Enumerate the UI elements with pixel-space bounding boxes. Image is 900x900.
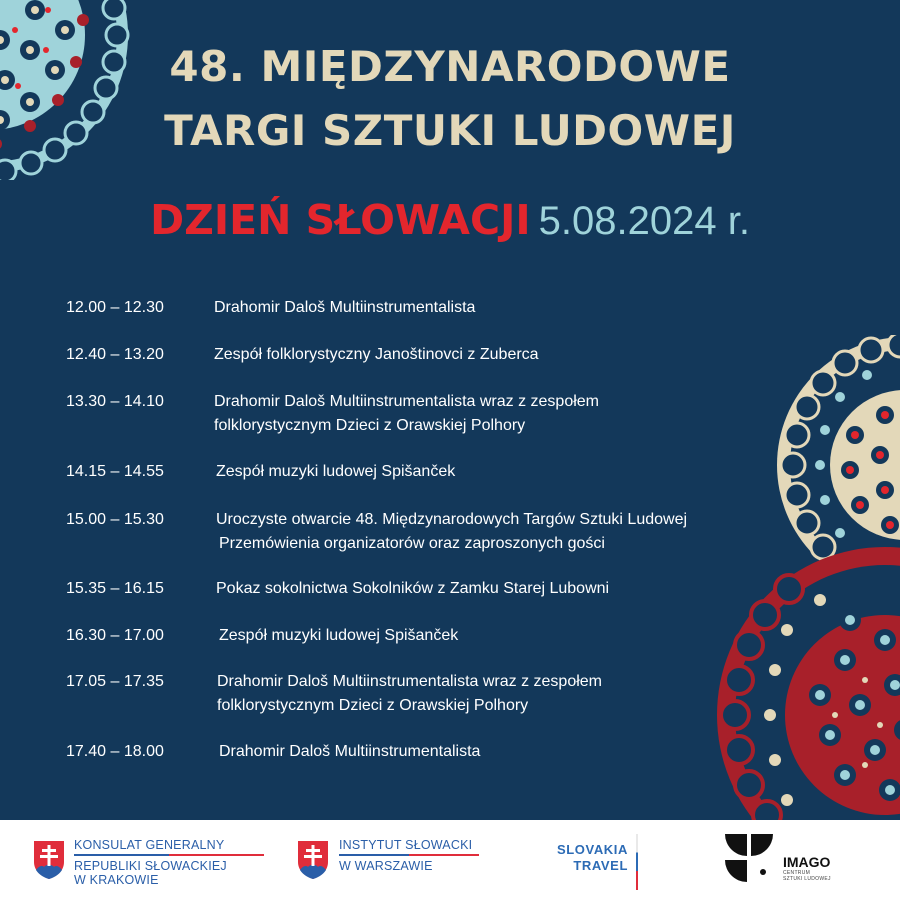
schedule-description: Drahomir Daloš Multiinstrumentalista wraz z zespołem bbox=[217, 673, 603, 690]
schedule-time: 13.30 – 14.10 bbox=[66, 393, 164, 410]
schedule-description: Uroczyste otwarcie 48. Międzynarodowych Targów Sztuki Ludowej bbox=[216, 511, 688, 528]
day-label: DZIEŃ SŁOWACJI bbox=[150, 196, 531, 244]
konsulat-divider bbox=[74, 854, 264, 856]
event-date: 5.08.2024 r. bbox=[538, 199, 750, 243]
event-subtitle bbox=[0, 196, 900, 244]
instytut-divider bbox=[339, 854, 479, 856]
event-title-line2: TARGI SZTUKI LUDOWEJ bbox=[164, 106, 736, 155]
schedule-description: Drahomir Daloš Multiinstrumentalista bbox=[214, 299, 476, 316]
slovakia-travel-line1: SLOVAKIA bbox=[556, 842, 628, 857]
schedule-description: Zespół muzyki ludowej Spišanček bbox=[219, 627, 459, 644]
schedule-time: 16.30 – 17.00 bbox=[66, 627, 164, 644]
schedule-description: Zespół muzyki ludowej Spišanček bbox=[216, 463, 456, 480]
event-title-line1: 48. MIĘDZYNARODOWE bbox=[169, 42, 731, 91]
schedule-time: 14.15 – 14.55 bbox=[66, 463, 164, 480]
schedule-description: Drahomir Daloš Multiinstrumentalista wraz z zespołem bbox=[214, 393, 600, 410]
flag-stripe bbox=[636, 834, 638, 890]
schedule-description-line2: Przemówienia organizatorów oraz zaproszonych gości bbox=[219, 535, 605, 552]
slovak-coat-of-arms-icon bbox=[297, 840, 329, 880]
imago-sub1: CENTRUM bbox=[783, 870, 811, 876]
logo-imago bbox=[725, 834, 845, 890]
schedule-time: 17.05 – 17.35 bbox=[66, 673, 164, 690]
schedule-time: 15.35 – 16.15 bbox=[66, 580, 164, 597]
konsulat-line2: REPUBLIKI SŁOWACKIEJ bbox=[74, 859, 227, 873]
imago-petal-icon bbox=[725, 834, 779, 888]
schedule-time: 17.40 – 18.00 bbox=[66, 743, 164, 760]
imago-sub2: SZTUKI LUDOWEJ bbox=[783, 876, 831, 882]
instytut-line1: INSTYTUT SŁOWACKI bbox=[339, 838, 473, 852]
schedule-description: Zespół folklorystyczny Janoštinovci z Zuberca bbox=[214, 346, 539, 363]
schedule-time: 12.40 – 13.20 bbox=[66, 346, 164, 363]
logo-slovakia-travel bbox=[540, 834, 640, 890]
schedule-time: 15.00 – 15.30 bbox=[66, 511, 164, 528]
folk-ornament-right-red-icon bbox=[715, 545, 900, 820]
schedule-time: 12.00 – 12.30 bbox=[66, 299, 164, 316]
instytut-line2: W WARSZAWIE bbox=[339, 859, 433, 873]
schedule-description: Drahomir Daloš Multiinstrumentalista bbox=[219, 743, 481, 760]
sponsor-footer bbox=[0, 820, 900, 900]
schedule-description-line2: folklorystycznym Dzieci z Orawskiej Polhory bbox=[217, 697, 529, 714]
schedule-description: Pokaz sokolnictwa Sokolników z Zamku Starej Lubowni bbox=[216, 580, 610, 597]
slovakia-travel-line2: TRAVEL bbox=[573, 858, 628, 873]
schedule-description-line2: folklorystycznym Dzieci z Orawskiej Polhory bbox=[214, 417, 526, 434]
konsulat-line1: KONSULAT GENERALNY bbox=[74, 838, 225, 852]
slovak-coat-of-arms-icon bbox=[33, 840, 65, 880]
imago-name: IMAGO bbox=[783, 854, 831, 870]
konsulat-line3: W KRAKOWIE bbox=[74, 873, 159, 887]
